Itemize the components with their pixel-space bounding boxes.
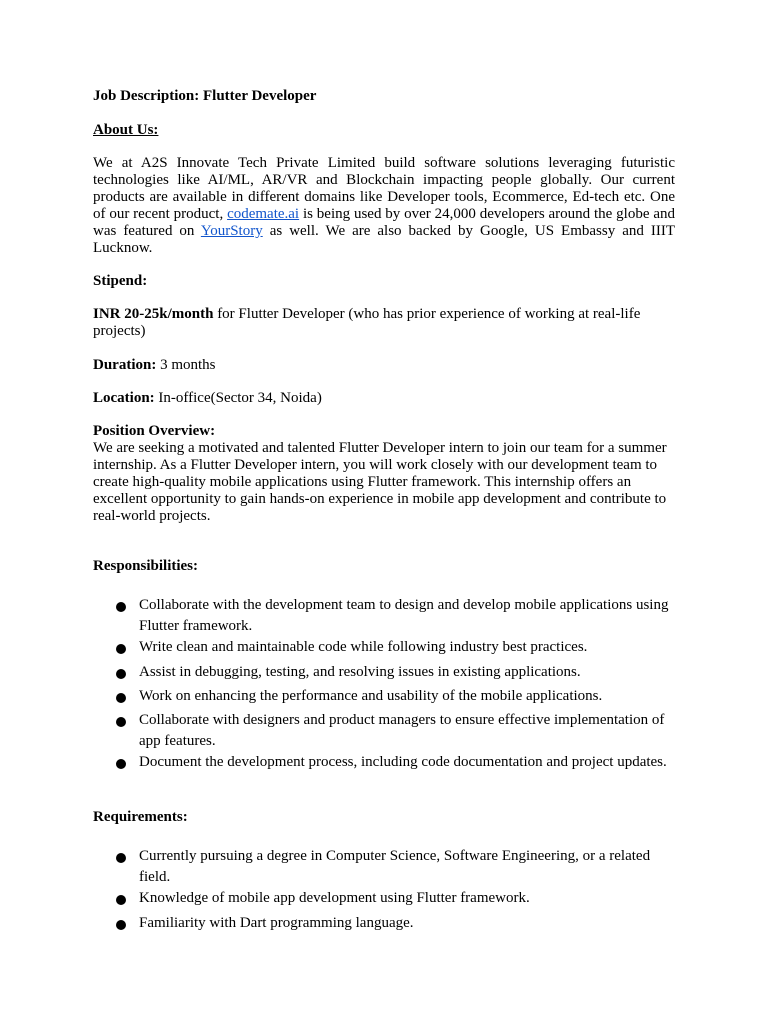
location-label: Location: [93, 390, 155, 406]
bullet-icon [116, 920, 126, 930]
about-text-2: is being used by over 24,000 developers around the globe and was featured on [93, 206, 675, 239]
stipend-heading: Stipend: [93, 273, 148, 289]
stipend-paragraph [93, 306, 675, 340]
codemate-link[interactable]: codemate.ai [227, 206, 300, 222]
page-title: Job Description: Flutter Developer [93, 88, 317, 104]
bullet-icon [116, 644, 126, 654]
overview-heading: Position Overview: [93, 423, 216, 439]
bullet-icon [116, 693, 126, 703]
bullet-icon [116, 669, 126, 679]
requirements-list [0, 846, 768, 934]
stipend-amount: INR 20-25k/month [93, 306, 214, 322]
about-paragraph [93, 155, 675, 257]
about-heading: About Us: [93, 122, 159, 138]
overview-paragraph: We are seeking a motivated and talented Flutter Developer intern to join our team for a summer internship. As a Flutter Developer intern, you will work closely with our development team to create high-quality mobile applications using Flutter framework. This internship offers an excellent opportunity to gain hands-on experience in mobile app development and contribute to real-world projects. [93, 440, 667, 524]
stipend-text: for Flutter Developer (who has prior experience of working at real-life projects) [93, 306, 641, 339]
duration-value: 3 months [156, 357, 216, 373]
about-text-1: We at A2S Innovate Tech Private Limited build software solutions leveraging futuristic technologies like AI/ML, AR/VR and Blockchain impacting people globally. Our current products are available in different domains like Developer tools, Ecommerce, Ed-tech etc. One of our recent product, [93, 155, 675, 222]
list-item: Write clean and maintainable code while following industry best practices. [0, 637, 679, 658]
about-text-3: as well. We are also backed by Google, US Embassy and IIIT Lucknow. [93, 223, 675, 256]
responsibilities-list [0, 595, 768, 773]
duration-label: Duration: [93, 357, 157, 373]
bullet-icon [116, 602, 126, 612]
list-item: Work on enhancing the performance and usability of the mobile applications. [0, 686, 679, 707]
list-item: Currently pursuing a degree in Computer Science, Software Engineering, or a related field. [0, 846, 679, 888]
bullet-icon [116, 853, 126, 863]
list-item: Collaborate with the development team to design and develop mobile applications using Flutter framework. [0, 595, 679, 637]
bullet-icon [116, 759, 126, 769]
list-item: Collaborate with designers and product managers to ensure effective implementation of app features. [0, 710, 679, 752]
bullet-icon [116, 717, 126, 727]
location-line [93, 390, 675, 407]
list-item: Knowledge of mobile app development using Flutter framework. [0, 888, 679, 909]
responsibilities-heading: Responsibilities: [93, 558, 199, 574]
list-item: Assist in debugging, testing, and resolving issues in existing applications. [0, 662, 679, 683]
list-item: Document the development process, including code documentation and project updates. [0, 752, 679, 773]
duration-line [93, 357, 675, 374]
list-item: Familiarity with Dart programming language. [0, 913, 679, 934]
bullet-icon [116, 895, 126, 905]
requirements-heading: Requirements: [93, 809, 188, 825]
yourstory-link[interactable]: YourStory [200, 223, 263, 239]
location-value: In-office(Sector 34, Noida) [154, 390, 322, 406]
